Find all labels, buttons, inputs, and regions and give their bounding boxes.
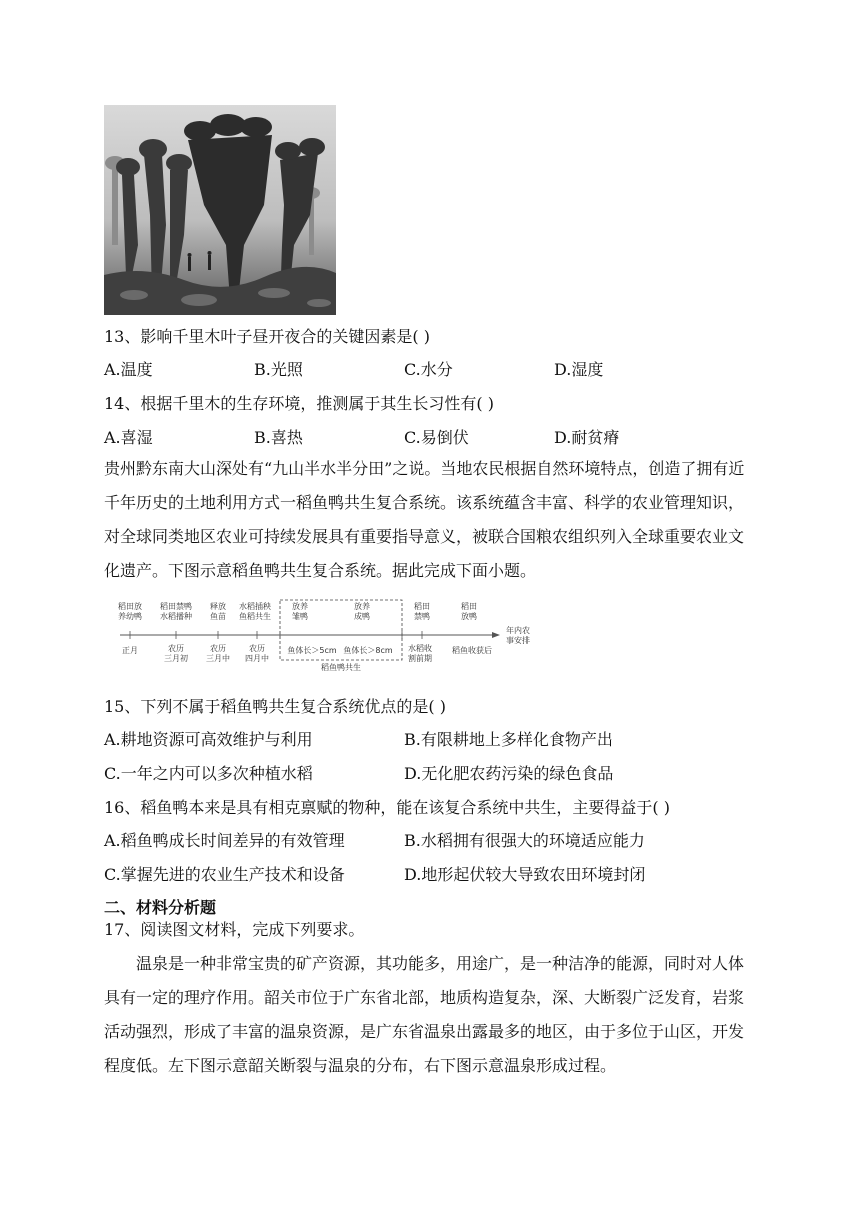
timeline-bottom-label: 鱼体长＞5cm [287,646,337,655]
q14-option-b: B.喜热 [254,428,303,447]
timeline-bottom-label: 农历三月中 [206,644,230,663]
timeline-bottom-label: 正月 [122,646,138,655]
timeline-top-label: 放养成鸭 [354,602,370,621]
q13-option-c: C.水分 [404,360,453,379]
q16-option-d: D.地形起伏较大导致农田环境封闭 [404,865,646,884]
q15-option-c: C.一年之内可以多次种植水稻 [104,764,313,783]
q15-option-a: A.耕地资源可高效维护与利用 [104,730,313,749]
question-15-stem: 15、下列不属于稻鱼鸭共生复合系统优点的是( ) [104,697,446,716]
q16-option-b: B.水稻拥有很强大的环境适应能力 [404,831,645,850]
giant-groundsel-photo [104,105,336,315]
passage-rice-fish-duck: 贵州黔东南大山深处有“九山半水半分田”之说。当地农民根据自然环境特点，创造了拥有近千年历史的土地利用方式一稻鱼鸭共生复合系统。该系统蕴含丰富、科学的农业管理知识，对全球同类地区农业可持续发展具有重要指导意义，被联合国粮农组织列入全球重要农业文化遗产。下图示意稻鱼鸭共生复合系统。据此完成下面小题。 [104,459,745,580]
q15-option-b: B.有限耕地上多样化食物产出 [404,730,613,749]
q13-option-b: B.光照 [254,360,303,379]
q16-option-a: A.稻鱼鸭成长时间差异的有效管理 [104,831,345,850]
q15-option-d: D.无化肥农药污染的绿色食品 [404,764,614,783]
question-13-stem: 13、影响千里木叶子昼开夜合的关键因素是( ) [104,327,430,346]
q14-option-d: D.耐贫瘠 [554,428,620,447]
timeline-top-label: 稻田禁鸭水稻播种 [160,602,192,621]
q14-option-a: A.喜湿 [104,428,153,447]
q14-option-c: C.易倒伏 [404,428,469,447]
question-17-stem: 17、阅读图文材料，完成下列要求。 [104,920,365,939]
box-label: 稻鱼鸭共生 [321,663,361,672]
timeline-top-label: 稻田放养幼鸭 [118,602,142,621]
section-heading: 二、材料分析题 [104,898,217,917]
timeline-top-label: 释放鱼苗 [210,602,226,621]
timeline-bottom-label: 农历四月中 [245,644,269,663]
q16-option-c: C.掌握先进的农业生产技术和设备 [104,865,345,884]
question-14-stem: 14、根据千里木的生存环境，推测属于其生长习性有( ) [104,394,494,413]
timeline-top-label: 放养雏鸭 [292,602,308,621]
axis-label: 年内农事安排 [506,626,530,645]
timeline-bottom-label: 鱼体长＞8cm [343,646,393,655]
rice-fish-duck-timeline-diagram [112,597,542,677]
q13-option-d: D.湿度 [554,360,604,379]
timeline-bottom-label: 稻鱼收获后 [452,646,492,655]
timeline-bottom-label: 水稻收割前期 [408,644,432,663]
passage-hot-springs: 温泉是一种非常宝贵的矿产资源，其功能多，用途广，是一种洁净的能源，同时对人体具有一定的理疗作用。韶关市位于广东省北部，地质构造复杂，深、大断裂广泛发育，岩浆活动强烈，形成了丰富的温泉资源，是广东省温泉出露最多的地区，由于多位于山区，开发程度低。左下图示意韶关断裂与温泉的分布，右下图示意温泉形成过程。 [104,954,745,1075]
timeline-bottom-label: 农历三月初 [164,644,188,663]
axis-arrow-icon [492,632,500,638]
timeline-top-label: 水稻插秧鱼稻共生 [239,602,271,621]
timeline-top-label: 稻田禁鸭 [414,602,430,621]
question-16-stem: 16、稻鱼鸭本来是具有相克禀赋的物种，能在该复合系统中共生，主要得益于( ) [104,798,670,817]
timeline-top-label: 稻田放鸭 [461,602,477,621]
q13-option-a: A.温度 [104,360,153,379]
